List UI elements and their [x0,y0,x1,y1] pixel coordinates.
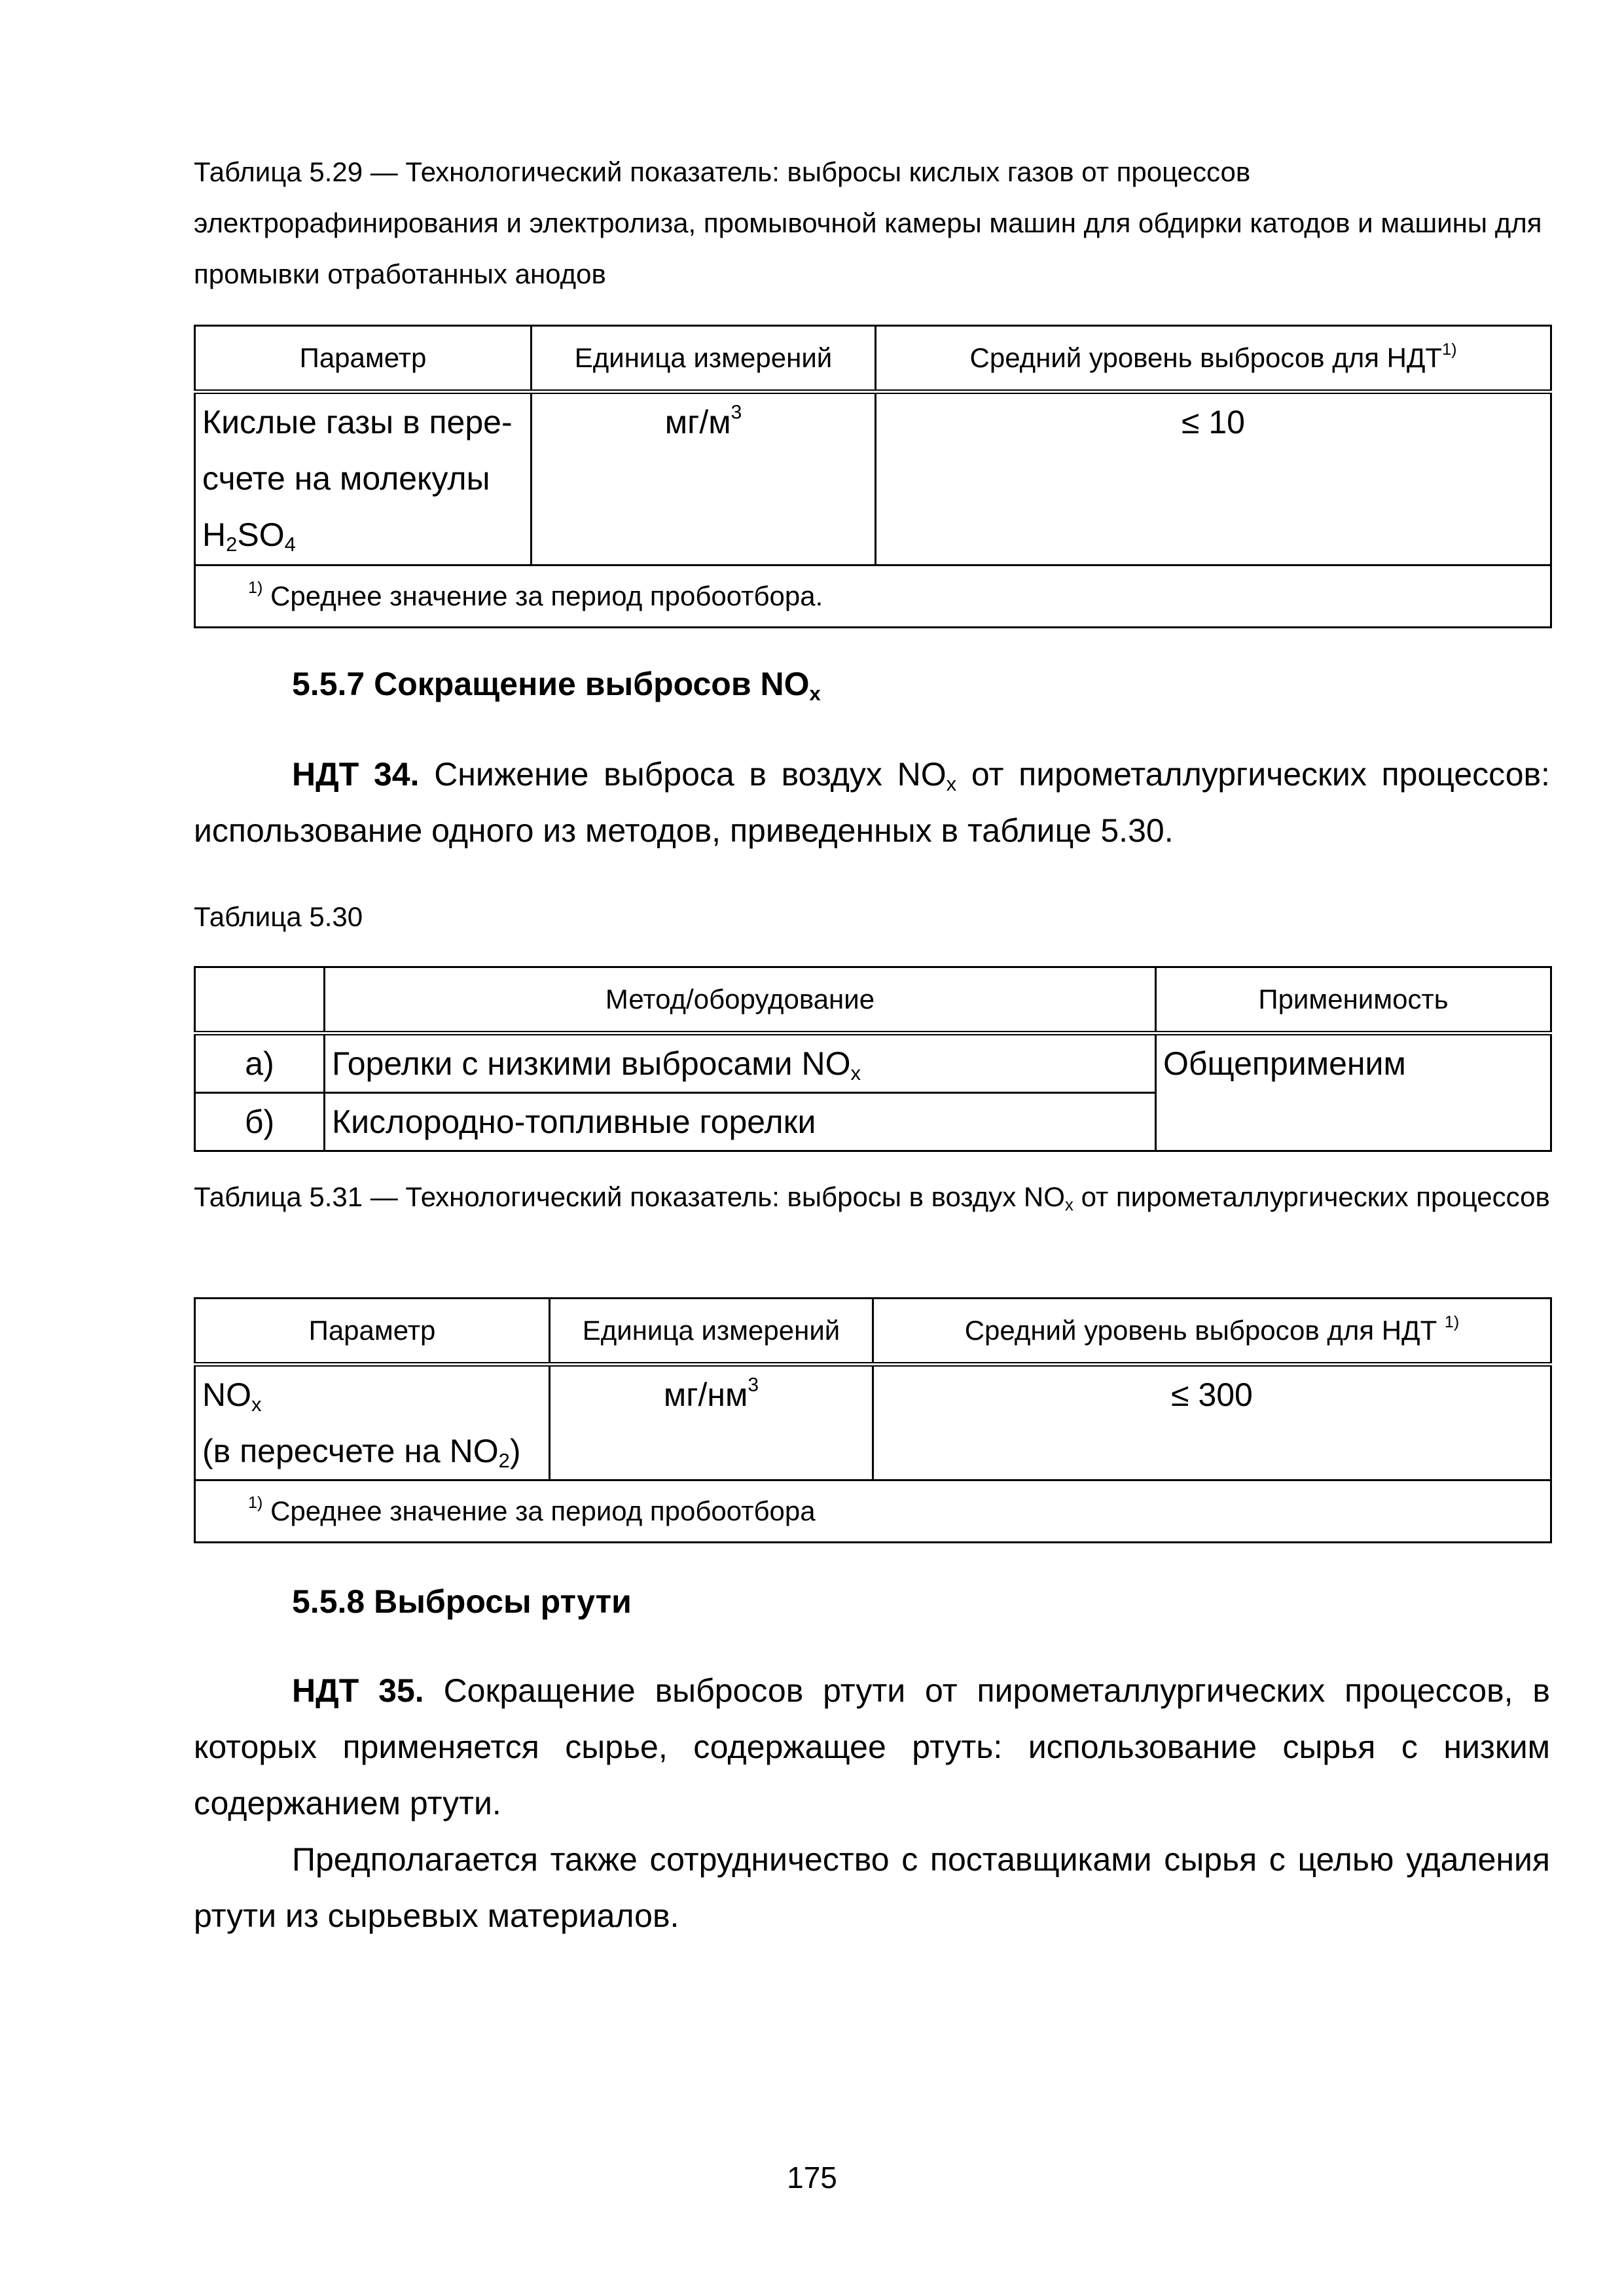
table-row [195,1365,1551,1480]
ndt-35-paragraph: НДТ 35. Сокращение выбросов ртути от пирометаллургических процессов, в которых применяется сырье, содержащее ртуть: использование сырья с низким содержанием ртути. [194,1672,1550,1821]
table-row [195,392,1551,565]
parameter-cell: $NO_x$ (в пересчете на $NO_2$) [195,1365,550,1480]
ndt-34-paragraph: НДТ 34. Снижение выброса в воздух $NO_x$ от пирометаллургических процессов: использование одного из методов, приведенных в таблице 5.30. [194,756,1550,849]
section-5-5-8-heading: 5.5.8 Выбросы ртути [292,1583,632,1620]
table-row [195,1033,1551,1093]
table-header-row [195,967,1551,1033]
header-applicability: Применимость [1156,967,1551,1033]
unit-cell: $мг/м^3$ [532,392,876,565]
table-5-31-caption: Таблица 5.31 — Технологический показатель: выбросы в воздух $NO_x$ от пирометаллургических процессов [194,1181,1550,1215]
header-index [195,967,325,1033]
row-method: Горелки с низкими выбросами $NO_x$ [325,1033,1156,1093]
unit-cell: $мг/нм^3$ [550,1365,873,1480]
table-5-31 [194,1297,1552,1543]
section-5-5-7-heading: 5.5.7 Сокращение выбросов $NO_x$ [292,666,821,705]
parameter-cell: Кислые газы в пере- счете на молекулы $H_2SO_4$ [195,392,532,565]
footnote-cell: $^{1)}$ Среднее значение за период пробоотбора. [195,565,1551,628]
page-number: 175 [787,2161,837,2195]
header-level: Средний уровень выбросов для НДТ$^{1)}$ [876,326,1551,392]
table-5-29 [194,325,1552,628]
table-header-row [195,1299,1551,1365]
row-index: б) [195,1093,325,1151]
footnote-cell: $^{1)}$ Среднее значение за период пробоотбора [195,1480,1551,1543]
table-5-29-caption: Таблица 5.29 — Технологический показатель: выбросы кислых газов от процессов электрорафинирования и электролиза, промывочной камеры машин для обдирки катодов и машины для промывки отработанных анодов [194,156,1542,289]
header-unit: Единица измерений [532,326,876,392]
header-parameter: Параметр [195,326,532,392]
table-header-row [195,326,1551,392]
header-level: Средний уровень выбросов для НДТ $^{1)}$ [873,1299,1551,1365]
header-parameter: Параметр [195,1299,550,1365]
table-5-30-caption: Таблица 5.30 [194,901,363,932]
header-method: Метод/оборудование [325,967,1156,1033]
row-method: Кислородно-топливные горелки [325,1093,1156,1151]
value-cell: ≤ 300 [873,1365,1551,1480]
footnote-row [195,1480,1551,1543]
applicability-cell: Общеприменим [1156,1033,1551,1151]
ndt-35-paragraph-2: Предполагается также сотрудничество с поставщиками сырья с целью удаления ртути из сырьевых материалов. [194,1841,1550,1934]
footnote-row [195,565,1551,628]
row-index: а) [195,1033,325,1093]
header-unit: Единица измерений [550,1299,873,1365]
value-cell: ≤ 10 [876,392,1551,565]
table-5-30 [194,966,1552,1152]
